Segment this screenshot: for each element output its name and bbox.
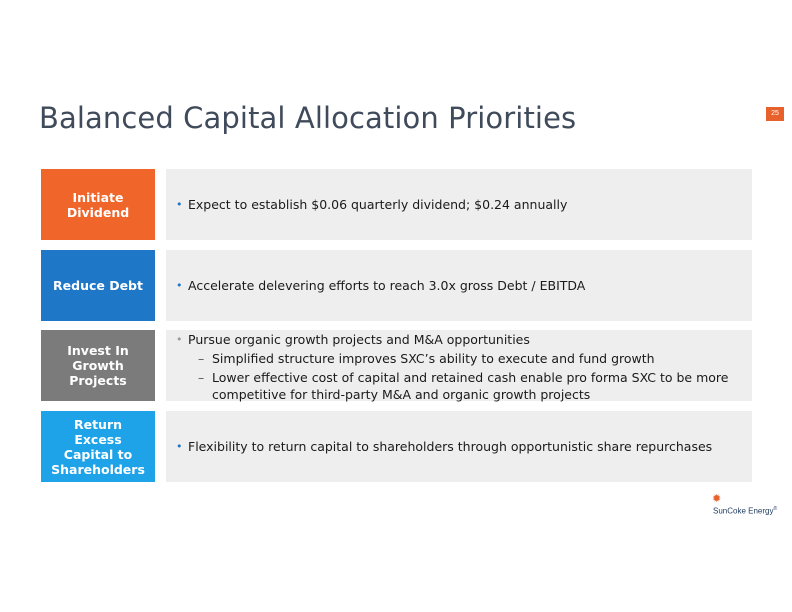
row-content-growth — [166, 330, 752, 401]
sub-bullet-text: Lower effective cost of capital and retained cash enable pro forma SXC to be more competitive for third-party M&A and organic growth projects — [212, 370, 729, 402]
row-label-debt: Reduce Debt — [41, 250, 155, 321]
bullet-text: Accelerate delevering efforts to reach 3.0x gross Debt / EBITDA — [188, 278, 586, 293]
dash-icon: – — [198, 351, 205, 366]
row-label-growth: Invest In Growth Projects — [41, 330, 155, 401]
row-content-dividend — [166, 169, 752, 240]
sub-bullet-item — [198, 350, 742, 367]
sub-bullet-item — [198, 369, 742, 403]
bullet-text: Expect to establish $0.06 quarterly dividend; $0.24 annually — [188, 197, 568, 212]
priority-row-debt — [41, 250, 752, 321]
row-content-debt — [166, 250, 752, 321]
bullet-text: Pursue organic growth projects and M&A opportunities — [188, 332, 530, 347]
bullet-item — [176, 438, 712, 455]
bullet-item — [176, 331, 742, 348]
bullet-item — [176, 196, 567, 213]
priority-row-dividend — [41, 169, 752, 240]
bullet-group — [176, 331, 742, 403]
sub-bullet-text: Simplified structure improves SXC’s ability to execute and fund growth — [212, 351, 655, 366]
sun-icon: ✹ — [712, 493, 722, 505]
page-number-badge: 25 — [766, 107, 784, 121]
priority-row-return-capital — [41, 411, 752, 482]
priority-row-growth — [41, 330, 752, 401]
dash-icon: – — [198, 370, 205, 385]
row-content-return-capital — [166, 411, 752, 482]
bullet-dot-icon: • — [176, 279, 183, 292]
bullet-dot-icon: • — [176, 198, 183, 211]
row-label-return-capital: Return Excess Capital to Shareholders — [41, 411, 155, 482]
bullet-text: Flexibility to return capital to shareholders through opportunistic share repurchases — [188, 439, 713, 454]
bullet-item — [176, 277, 585, 294]
logo-text: SunCoke Energy® — [713, 506, 778, 516]
bullet-dot-icon: • — [176, 440, 183, 453]
page-title: Balanced Capital Allocation Priorities — [39, 101, 577, 135]
suncoke-logo — [712, 494, 784, 520]
bullet-dot-icon: • — [176, 333, 183, 346]
row-label-dividend: Initiate Dividend — [41, 169, 155, 240]
